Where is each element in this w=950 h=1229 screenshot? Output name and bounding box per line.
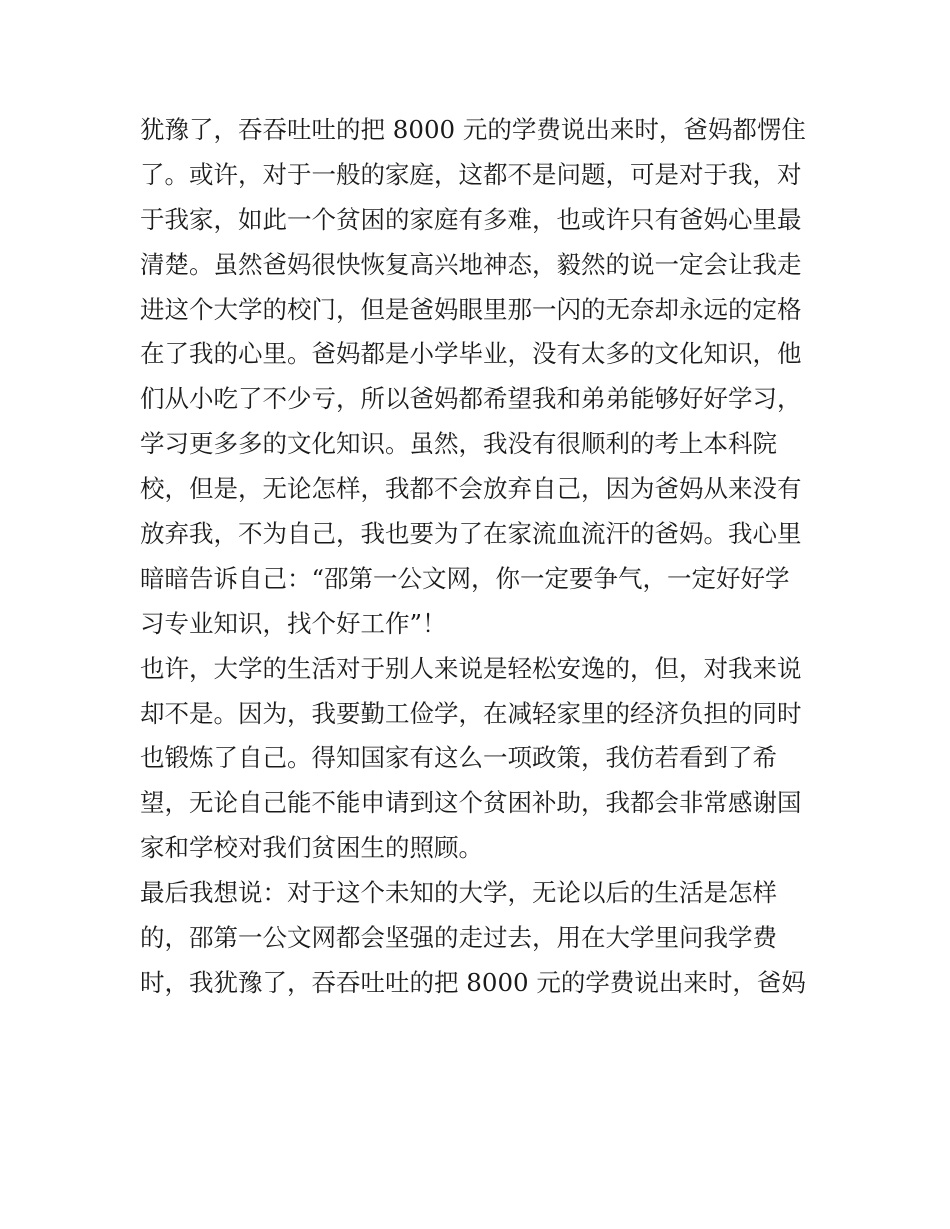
text-line: 最后我想说：对于这个未知的大学，无论以后的生活是怎样 [140,878,777,908]
text-line: 犹豫了，吞吞吐吐的把 8000 元的学费说出来时，爸妈都愣住 [140,115,806,144]
text-line: 于我家，如此一个贫困的家庭有多难，也或许只有爸妈心里最 [140,204,802,234]
text-line: 望，无论自己能不能申请到这个贫困补助，我都会非常感谢国 [140,788,802,818]
text-line: 暗暗告诉自己：“邵第一公文网，你一定要争气，一定好好学 [140,563,790,593]
text-line: 家和学校对我们贫困生的照顾。 [140,833,483,863]
text-line: 时，我犹豫了，吞吞吐吐的把 8000 元的学费说出来时，爸妈 [140,967,806,997]
body-text [140,108,820,1006]
text-line: 学习更多多的文化知识。虽然，我没有很顺利的考上本科院 [140,429,777,459]
text-line: 放弃我，不为自己，我也要为了在家流血流汗的爸妈。我心里 [140,519,802,549]
text-line: 也许，大学的生活对于别人来说是轻松安逸的，但，对我来说 [140,653,802,683]
text-line: 了。或许，对于一般的家庭，这都不是问题，可是对于我，对 [140,159,802,189]
text-line: 们从小吃了不少亏，所以爸妈都希望我和弟弟能够好好学习， [140,384,802,414]
text-line: 的，邵第一公文网都会坚强的走过去，用在大学里问我学费 [140,923,777,953]
text-line: 却不是。因为，我要勤工俭学，在减轻家里的经济负担的同时 [140,698,802,728]
text-line: 进这个大学的校门，但是爸妈眼里那一闪的无奈却永远的定格 [140,294,802,324]
text-line: 校，但是，无论怎样，我都不会放弃自己，因为爸妈从来没有 [140,474,802,504]
text-line: 也锻炼了自己。得知国家有这么一项政策，我仿若看到了希 [140,743,777,773]
text-line: 清楚。虽然爸妈很快恢复高兴地神态，毅然的说一定会让我走 [140,249,802,279]
text-line: 在了我的心里。爸妈都是小学毕业，没有太多的文化知识，他 [140,339,802,369]
text-line: 习专业知识，找个好工作”！ [140,608,447,638]
